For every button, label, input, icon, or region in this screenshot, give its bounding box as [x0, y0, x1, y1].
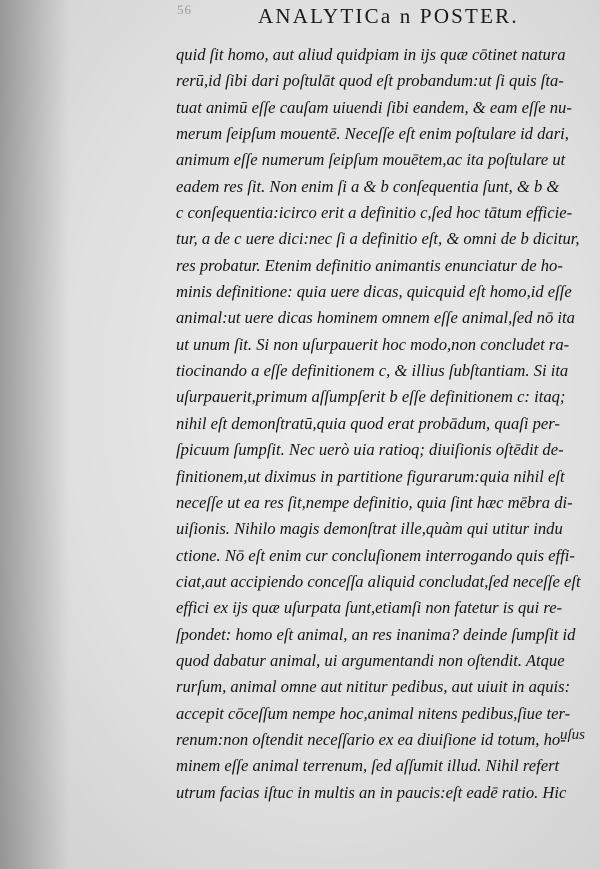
text-line: renum:non oſtendit neceſſario ex ea diuiſione id totum, ho-	[176, 729, 566, 749]
text-line: uiſionis. Nihilo magis demonſtrat ille,quàm qui utitur indu	[176, 519, 563, 539]
text-line: tiocinando a eſſe definitionem c, & illius ſubſtantiam. Si ita	[176, 361, 569, 381]
running-head: ANALYTICa n POSTER.	[258, 4, 519, 28]
text-line: ſpicuum ſumpſit. Nec uerò uia ratioq; diuiſionis oſtēdit de-	[176, 440, 564, 460]
text-line: quod dabatur animal, ui argumentandi non oſtendit. Atque	[176, 650, 565, 670]
text-line: tur, a de c uere dici:nec ſi a definitio eſt, & omni de b dicitur,	[176, 229, 580, 249]
text-line: ut unum ſit. Si non uſurpauerit hoc modo,non concludet ra-	[176, 334, 570, 354]
text-line: res probatur. Etenim definitio animantis enunciatur de ho-	[176, 255, 563, 275]
page-number: 56	[177, 2, 192, 17]
text-line: rurſum, animal omne aut nititur pedibus, aut uiuit in aquis:	[176, 677, 571, 697]
text-line: utrum facias iſtuc in multis an in paucis:eſt eadē ratio. Hic	[176, 782, 567, 802]
text-line: ciat,aut accipiendo conceſſa aliquid concludat,ſed neceſſe eſt	[176, 571, 581, 591]
text-line: accepit cōceſſum nempe hoc,animal nitens pedibus,ſiue ter-	[176, 703, 571, 723]
text-line: nihil eſt demonſtratū,quia quod erat probādum, quaſi per-	[176, 413, 560, 433]
catchword: uſus	[560, 727, 586, 743]
text-line: animum eſſe numerum ſeipſum mouētem,ac ita poſtulare ut	[176, 150, 566, 170]
text-line: animal:ut uere dicas hominem omnem eſſe animal,ſed nō ita	[176, 308, 575, 328]
text-line: c conſequentia:icirco erit a definitio c,ſed hoc tātum efficie-	[176, 203, 573, 223]
text-line: rerū,id ſibi dari poſtulāt quod eſt probandum:ut ſi quis ſta-	[176, 71, 564, 91]
text-line: merum ſeipſum mouentē. Neceſſe eſt enim poſtulare id dari,	[176, 124, 569, 144]
text-line: uſurpauerit,primum aſſumpſerit b eſſe definitionem c: itaq;	[176, 387, 566, 407]
text-line: effici ex ijs quæ uſurpata ſunt,etiamſi non fatetur is qui re-	[176, 598, 563, 618]
text-line: tuat animū eſſe cauſam uiuendi ſibi eandem, & eam eſſe nu-	[176, 97, 572, 117]
body-text	[176, 42, 588, 806]
text-line: eadem res ſit. Non enim ſi a & b conſequentia ſunt, & b &	[176, 176, 560, 196]
text-line: minem eſſe animal terrenum, ſed aſſumit illud. Nihil refert	[176, 756, 560, 776]
text-line: ſpondet: homo eſt animal, an res inanima? deinde ſumpſit id	[176, 624, 576, 644]
text-line: neceſſe ut ea res ſit,nempe definitio, quia ſint hæc mēbra di-	[176, 492, 573, 512]
text-line: finitionem,ut diximus in partitione figurarum:quia nihil eſt	[176, 466, 565, 486]
text-line: quid ſit homo, aut aliud quidpiam in ijs quæ cōtinet natura	[176, 45, 566, 64]
text-line: ctione. Nō eſt enim cur concluſionem interrogando quis effi-	[176, 545, 575, 565]
text-line: minis definitione: quia uere dicas, quicquid eſt homo,id eſſe	[176, 282, 572, 302]
